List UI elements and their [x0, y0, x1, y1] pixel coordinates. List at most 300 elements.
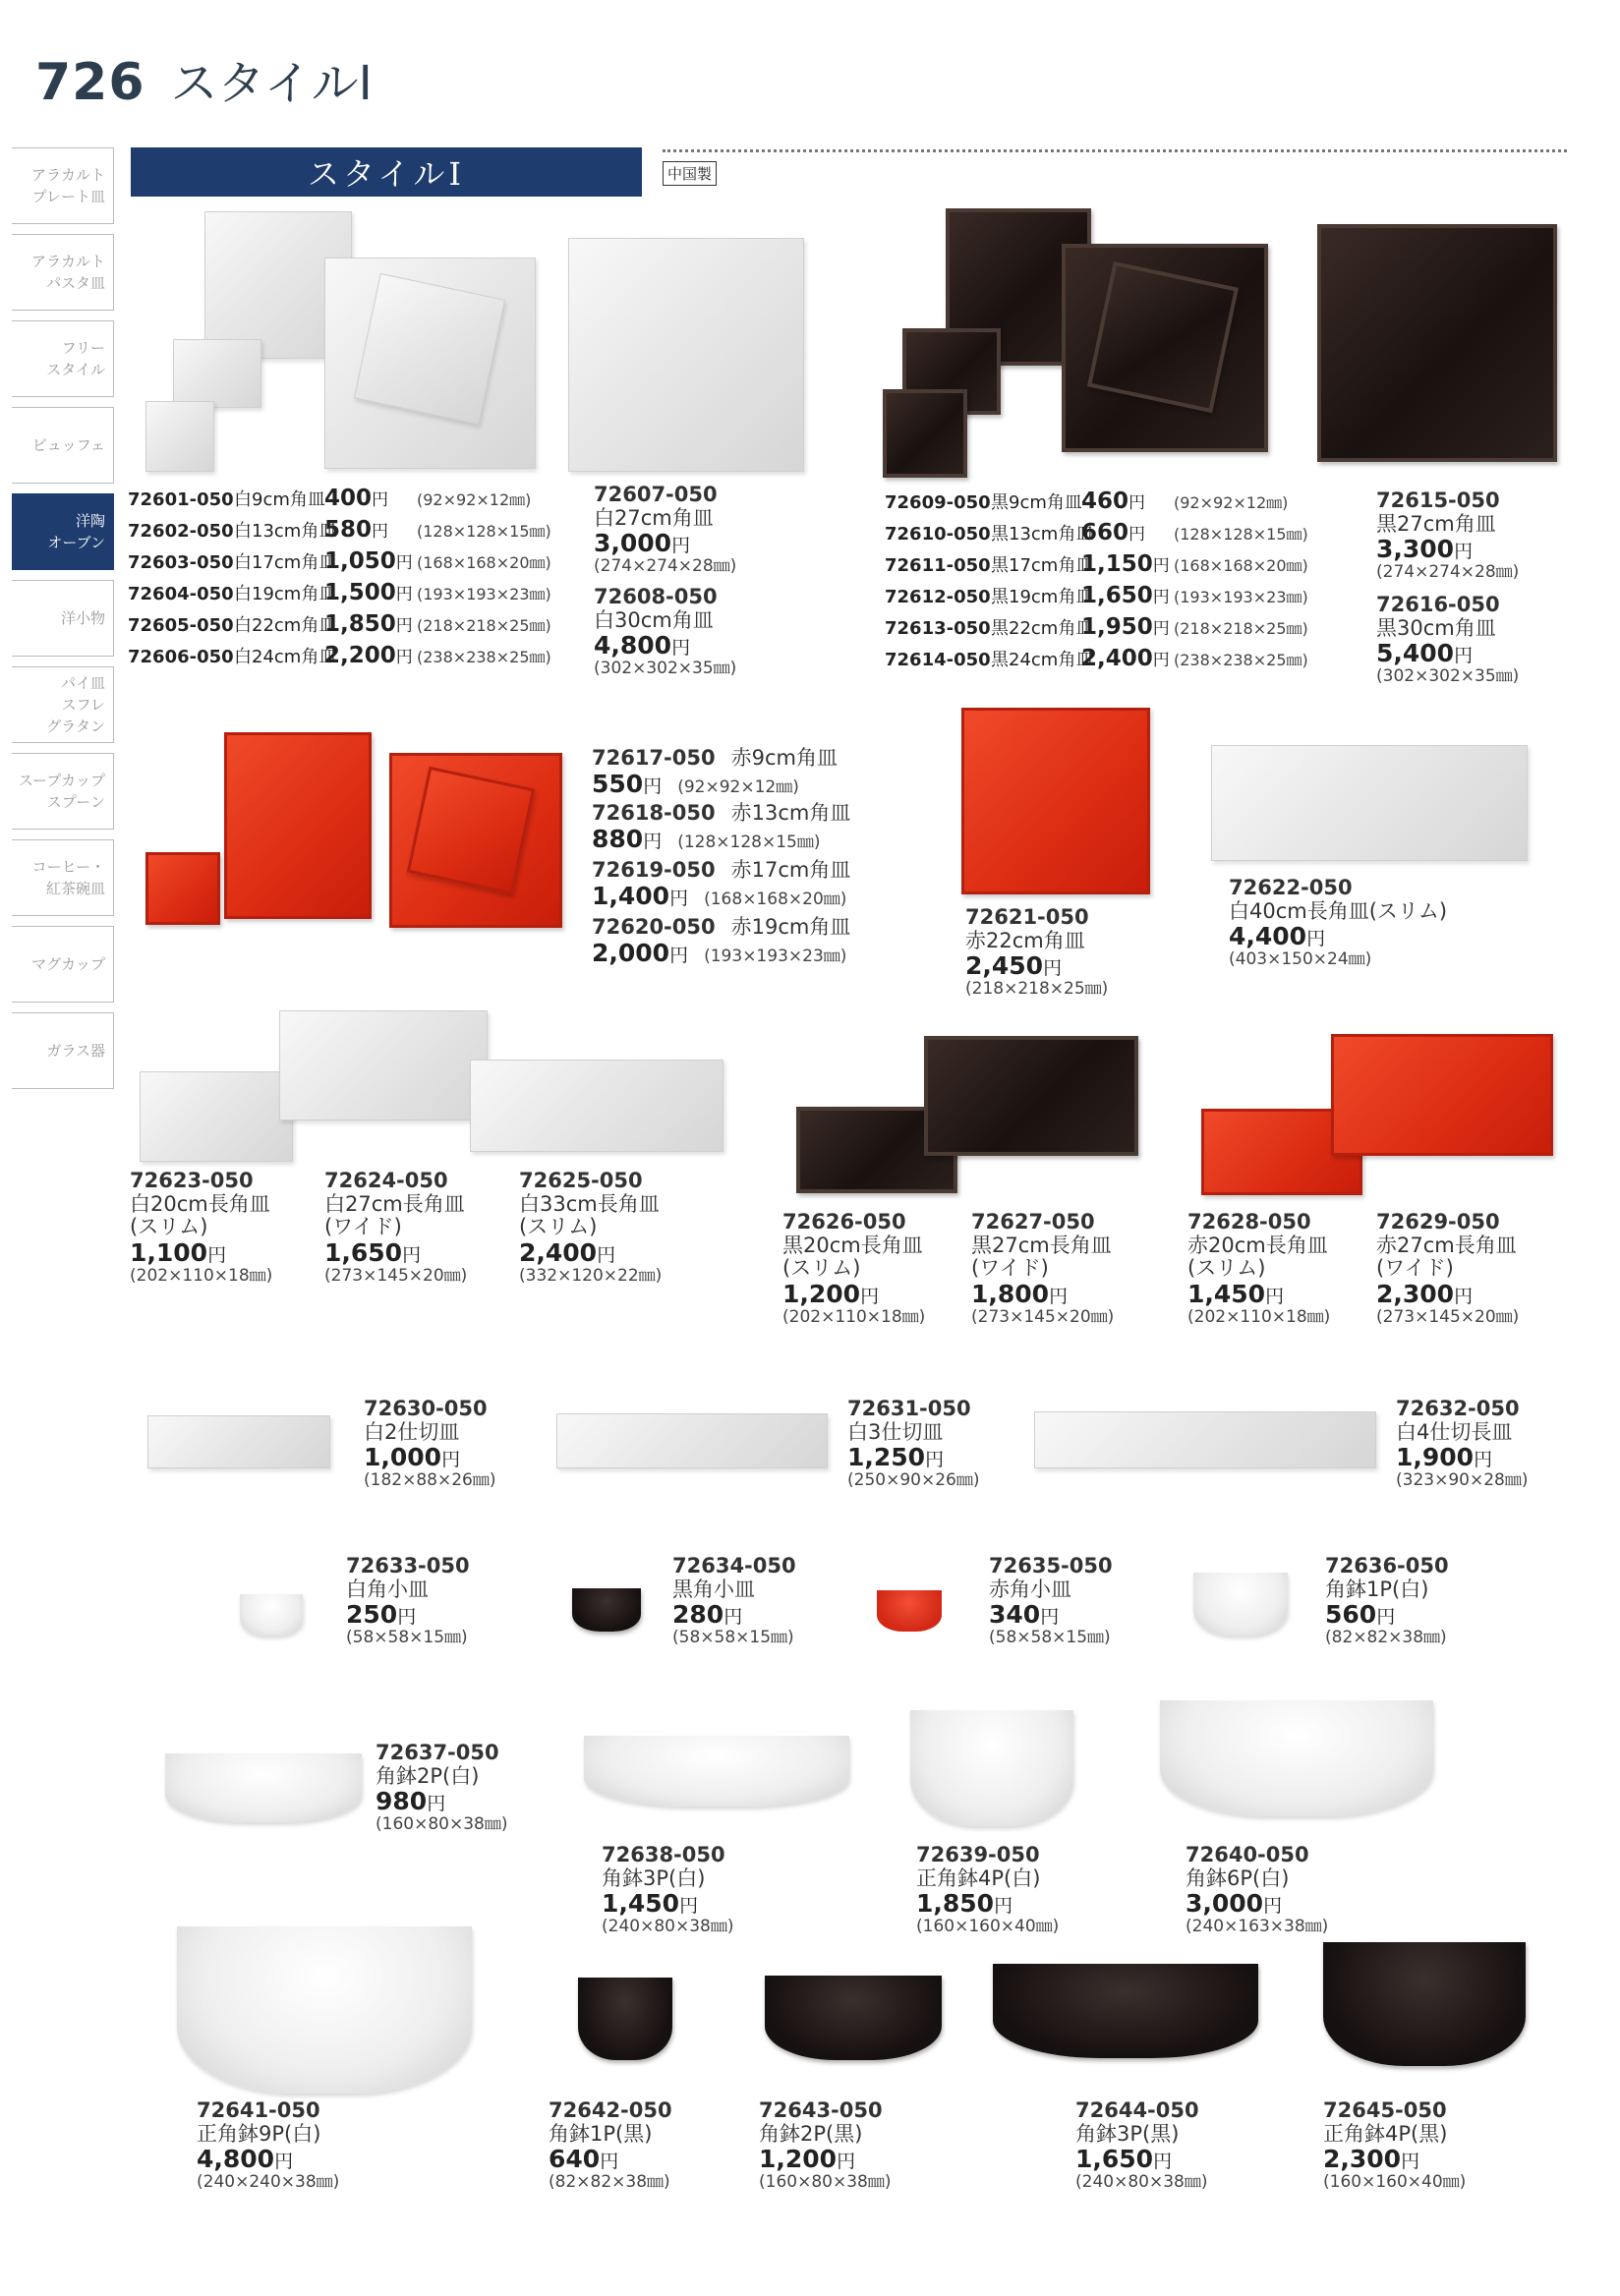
product-72641 [197, 2099, 339, 2192]
table-row [128, 609, 551, 641]
product-name: 正角鉢4P(白) [916, 1866, 1041, 1890]
yen-unit: 円 [1306, 928, 1326, 950]
sidebar-item[interactable]: フリー スタイル [12, 320, 114, 397]
product-code: 72615-050 [1376, 488, 1500, 512]
yen-unit: 円 [395, 553, 413, 573]
product-code: 72634-050 [672, 1554, 796, 1578]
product-size: (238×238×25㎜) [417, 648, 551, 666]
product-price [324, 1239, 467, 1267]
product-name: 白24cm角皿 [234, 647, 337, 667]
product-image-72642 [578, 1978, 672, 2060]
product-price [324, 609, 417, 641]
sidebar-item[interactable]: マグカップ [12, 926, 114, 1003]
product-name: 白30cm角皿 [594, 607, 714, 632]
product-price [1186, 1890, 1328, 1918]
product-price [672, 1601, 796, 1629]
price-value: 660 [1081, 520, 1129, 545]
product-image-black-square-plate [883, 389, 967, 478]
price-value: 550 [592, 769, 644, 798]
product-price [1081, 581, 1174, 612]
product-size: (92×92×12㎜) [1174, 493, 1289, 512]
product-code: 72638-050 [602, 1843, 725, 1866]
product-name: 赤22cm角皿 [965, 928, 1085, 952]
table-row [885, 518, 1308, 549]
yen-unit: 円 [994, 1895, 1013, 1918]
price-value: 2,000 [592, 938, 670, 967]
product-size: (302×302×35㎜) [1376, 666, 1520, 687]
product-image-72643 [765, 1976, 942, 2060]
yen-unit: 円 [1152, 556, 1170, 576]
price-value: 280 [672, 1600, 724, 1630]
yen-unit: 円 [207, 1243, 227, 1266]
product-72636 [1325, 1555, 1449, 1647]
product-code: 72616-050 [1376, 593, 1500, 616]
price-value: 1,400 [592, 881, 670, 910]
product-name: 白3仕切皿 [847, 1419, 944, 1444]
product-size: (238×238×25㎜) [1174, 651, 1308, 669]
product-price [1075, 2146, 1207, 2173]
product-72624 [324, 1170, 467, 1286]
product-size: (202×110×18㎜) [782, 1306, 926, 1327]
price-value: 1,450 [602, 1889, 680, 1919]
product-code: 72641-050 [197, 2098, 320, 2122]
product-image-72615 [1317, 224, 1557, 462]
page-number: 726 [35, 53, 145, 112]
product-72617 [592, 747, 838, 798]
product-name: 角鉢3P(白) [602, 1866, 706, 1890]
product-72607 [594, 484, 736, 576]
product-price [965, 952, 1108, 980]
product-name: 黒20cm長角皿 [782, 1233, 923, 1257]
product-image-white-square-plate-stack [354, 273, 505, 425]
product-image-72625 [470, 1060, 723, 1152]
product-image-72631 [556, 1413, 828, 1468]
product-size: (202×110×18㎜) [130, 1265, 273, 1286]
product-72635 [989, 1555, 1113, 1647]
sidebar-item[interactable]: ビュッフェ [12, 407, 114, 484]
product-code: 72607-050 [594, 483, 718, 506]
product-name: 白40cm長角皿(スリム) [1229, 898, 1448, 923]
product-price [916, 1890, 1059, 1918]
product-image-72633 [240, 1594, 303, 1636]
sidebar-item[interactable]: アラカルト パスタ皿 [12, 234, 114, 311]
product-code: 72644-050 [1075, 2098, 1199, 2122]
price-value: 560 [1325, 1600, 1377, 1630]
product-code: 72617-050 [592, 746, 716, 770]
product-72645 [1323, 2099, 1466, 2192]
price-value: 400 [324, 486, 373, 511]
product-price [324, 515, 417, 546]
product-name: 角鉢2P(黒) [759, 2121, 863, 2146]
category-sidebar [12, 147, 116, 1099]
product-name: 白角小皿 [346, 1577, 429, 1601]
product-code: 72603-050 [128, 552, 234, 573]
product-image-white-square-plate [145, 401, 214, 472]
product-name: 赤13cm角皿 [730, 801, 851, 825]
product-price [1081, 487, 1174, 518]
price-value: 250 [346, 1600, 398, 1630]
product-name: 正角鉢4P(黒) [1323, 2121, 1448, 2146]
yen-unit: 円 [1049, 1285, 1069, 1307]
product-image-72627 [924, 1036, 1138, 1156]
price-value: 4,400 [1229, 922, 1307, 951]
price-value: 1,650 [1081, 583, 1153, 608]
yen-unit: 円 [1152, 619, 1170, 639]
product-name: 角鉢3P(黒) [1075, 2121, 1180, 2146]
product-name: 赤19cm角皿 [730, 915, 851, 939]
product-price [1081, 612, 1174, 644]
yen-unit: 円 [395, 616, 413, 636]
product-code: 72614-050 [885, 650, 991, 670]
product-code: 72604-050 [128, 584, 234, 604]
product-name: 赤27cm長角皿 [1376, 1233, 1517, 1257]
price-value: 4,800 [594, 631, 672, 660]
price-value: 2,200 [324, 643, 396, 668]
product-size: (160×80×38㎜) [376, 1814, 508, 1835]
sidebar-item[interactable]: アラカルト プレート皿 [12, 147, 114, 224]
sidebar-item[interactable]: コーヒー・ 紅茶碗皿 [12, 839, 114, 916]
product-code: 72636-050 [1325, 1554, 1449, 1578]
yen-unit: 円 [395, 648, 413, 667]
product-size: (160×160×40㎜) [916, 1917, 1060, 1937]
product-code: 72601-050 [128, 489, 234, 510]
yen-unit: 円 [1454, 645, 1474, 667]
yen-unit: 円 [837, 2151, 856, 2173]
product-code: 72633-050 [346, 1554, 470, 1578]
product-size: (273×145×20㎜) [324, 1265, 468, 1286]
product-72625 [519, 1170, 662, 1286]
product-size: (332×120×22㎜) [519, 1265, 663, 1286]
product-image-72623 [140, 1071, 293, 1162]
product-image-72635 [877, 1590, 942, 1632]
yen-unit: 円 [1153, 2151, 1173, 2173]
product-image-72630 [147, 1415, 330, 1468]
product-size: (218×218×25㎜) [965, 979, 1109, 1000]
product-size: (403×150×24㎜) [1229, 949, 1372, 970]
product-price [592, 939, 688, 967]
price-value: 3,000 [1186, 1889, 1264, 1919]
yen-unit: 円 [1454, 1285, 1474, 1307]
product-code: 72618-050 [592, 801, 716, 825]
product-size: (128×128×15㎜) [677, 832, 821, 852]
price-value: 2,400 [1081, 646, 1153, 671]
product-code: 72612-050 [885, 587, 991, 607]
product-72630 [364, 1398, 495, 1490]
product-price [324, 546, 417, 578]
product-size: (193×193×23㎜) [417, 585, 551, 603]
product-72643 [759, 2099, 891, 2192]
product-code: 72635-050 [989, 1554, 1113, 1578]
product-72634 [672, 1555, 796, 1647]
section-banner: スタイルⅠ [131, 147, 642, 197]
product-price [1081, 518, 1174, 549]
page-header [35, 45, 373, 113]
product-price [1323, 2146, 1466, 2173]
sidebar-item[interactable]: スープカップ スプーン [12, 753, 114, 830]
product-variant: (ワイド) [971, 1256, 1049, 1281]
product-name: 赤17cm角皿 [730, 858, 851, 882]
product-price [1081, 549, 1174, 581]
product-name: 白33cm長角皿 [519, 1191, 660, 1216]
yen-unit: 円 [669, 887, 689, 909]
product-name: 黒27cm長角皿 [971, 1233, 1112, 1257]
product-72608 [594, 586, 736, 678]
product-size: (250×90×26㎜) [847, 1470, 980, 1491]
product-72618 [592, 802, 850, 853]
product-price [1229, 923, 1447, 950]
product-size: (274×274×28㎜) [1376, 562, 1520, 583]
product-size: (160×80×38㎜) [759, 2172, 892, 2193]
product-image-white-square-plate [173, 339, 261, 408]
product-price [549, 2146, 672, 2173]
product-variant: (ワイド) [1376, 1256, 1454, 1281]
product-code: 72630-050 [364, 1397, 488, 1420]
product-size: (92×92×12㎜) [677, 776, 799, 797]
product-name: 白2仕切皿 [364, 1419, 460, 1444]
product-price [197, 2146, 339, 2173]
product-name: 角鉢6P(白) [1186, 1866, 1290, 1890]
product-name: 白13cm角皿 [234, 521, 337, 542]
yen-unit: 円 [274, 2151, 294, 2173]
product-image-72645 [1323, 1942, 1526, 2066]
price-value: 2,300 [1376, 1279, 1455, 1308]
table-row [885, 644, 1308, 675]
yen-unit: 円 [669, 944, 689, 966]
product-price [971, 1281, 1114, 1308]
yen-unit: 円 [1040, 1606, 1060, 1629]
product-72628 [1187, 1211, 1330, 1327]
product-image-72638 [584, 1736, 849, 1807]
yen-unit: 円 [1128, 493, 1146, 513]
product-name: 白27cm長角皿 [324, 1191, 465, 1216]
product-code: 72626-050 [782, 1210, 906, 1234]
product-price [1376, 1281, 1519, 1308]
yen-unit: 円 [925, 1449, 945, 1471]
product-variant: (スリム) [1187, 1256, 1266, 1281]
product-image-72636 [1193, 1573, 1288, 1636]
product-image-72632 [1034, 1411, 1376, 1468]
product-price [847, 1444, 979, 1471]
product-code: 72602-050 [128, 521, 234, 542]
price-value: 1,250 [847, 1443, 926, 1472]
price-value: 880 [592, 824, 644, 853]
yen-unit: 円 [723, 1606, 743, 1629]
yen-unit: 円 [372, 522, 389, 542]
yen-unit: 円 [643, 775, 663, 797]
product-size: (202×110×18㎜) [1187, 1306, 1331, 1327]
yen-unit: 円 [671, 637, 691, 660]
dotted-divider [663, 149, 1567, 152]
price-value: 1,650 [1075, 2145, 1154, 2174]
yen-unit: 円 [1401, 2151, 1420, 2173]
product-price [519, 1239, 662, 1267]
price-value: 4,800 [197, 2145, 275, 2174]
product-code: 72605-050 [128, 615, 234, 636]
origin-badge: 中国製 [663, 161, 717, 186]
product-price [1081, 644, 1174, 675]
price-value: 340 [989, 1600, 1041, 1630]
product-name: 正角鉢9P(白) [197, 2121, 321, 2146]
yen-unit: 円 [1454, 541, 1474, 563]
product-code: 72608-050 [594, 585, 718, 608]
yen-unit: 円 [1152, 588, 1170, 607]
yen-unit: 円 [372, 490, 389, 510]
yen-unit: 円 [397, 1606, 417, 1629]
white-square-plate-table [128, 484, 551, 672]
table-row [128, 546, 551, 578]
product-size: (58×58×15㎜) [672, 1628, 794, 1648]
product-72626 [782, 1211, 925, 1327]
yen-unit: 円 [860, 1285, 880, 1307]
product-variant: (スリム) [519, 1215, 598, 1239]
product-name: 黒9cm角皿 [991, 492, 1082, 513]
table-row [128, 578, 551, 609]
product-name: 黒30cm角皿 [1376, 615, 1496, 640]
product-code: 72629-050 [1376, 1210, 1500, 1234]
product-price [324, 578, 417, 609]
product-code: 72610-050 [885, 524, 991, 545]
product-size: (160×160×40㎜) [1323, 2172, 1467, 2193]
product-name: 黒24cm角皿 [991, 650, 1094, 670]
product-size: (92×92×12㎜) [417, 490, 532, 509]
price-value: 1,450 [1187, 1279, 1266, 1308]
product-image-72624 [279, 1010, 488, 1120]
product-size: (128×128×15㎜) [417, 522, 551, 541]
product-name: 黒13cm角皿 [991, 524, 1094, 545]
product-72616 [1376, 594, 1519, 686]
table-row [128, 641, 551, 672]
product-image-72639 [910, 1710, 1073, 1826]
price-value: 1,800 [971, 1279, 1050, 1308]
product-code: 72639-050 [916, 1843, 1040, 1866]
price-value: 2,450 [965, 951, 1044, 981]
product-72619 [592, 859, 850, 910]
product-image-72640 [1160, 1700, 1433, 1816]
price-value: 1,050 [324, 548, 396, 574]
product-image-red-square-plate [145, 852, 220, 925]
table-row [885, 612, 1308, 644]
product-code: 72623-050 [130, 1169, 254, 1192]
table-row [885, 487, 1308, 518]
price-value: 3,000 [594, 529, 672, 558]
product-variant: (スリム) [130, 1215, 208, 1239]
product-size: (193×193×23㎜) [704, 946, 847, 966]
product-price [1376, 640, 1519, 667]
yen-unit: 円 [671, 535, 691, 557]
product-size: (218×218×25㎜) [417, 616, 551, 635]
product-code: 72627-050 [971, 1210, 1095, 1234]
yen-unit: 円 [679, 1895, 699, 1918]
price-value: 2,400 [519, 1237, 598, 1267]
product-name: 黒19cm角皿 [991, 587, 1094, 607]
price-value: 1,150 [1081, 551, 1153, 577]
product-price [1325, 1601, 1449, 1629]
product-size: (182×88×26㎜) [364, 1470, 496, 1491]
product-image-72621 [961, 708, 1150, 894]
price-value: 1,500 [324, 580, 396, 605]
product-name: 白4仕切長皿 [1396, 1419, 1513, 1444]
product-code: 72609-050 [885, 492, 991, 513]
product-name: 角鉢2P(白) [376, 1763, 480, 1788]
product-size: (128×128×15㎜) [1174, 525, 1308, 544]
product-image-black-square-plate-stack [1087, 261, 1239, 413]
product-72644 [1075, 2099, 1207, 2192]
product-size: (240×163×38㎜) [1186, 1917, 1329, 1937]
product-name: 黒角小皿 [672, 1577, 755, 1601]
product-name: 白17cm角皿 [234, 552, 337, 573]
product-name: 白9cm角皿 [234, 489, 325, 510]
sidebar-item[interactable]: 洋陶 オーブン [12, 493, 114, 570]
product-size: (302×302×35㎜) [594, 659, 737, 679]
sidebar-item[interactable]: ガラス器 [12, 1012, 114, 1089]
sidebar-item[interactable]: パイ皿 スフレ グラタン [12, 666, 114, 743]
product-72615 [1376, 489, 1519, 582]
yen-unit: 円 [395, 585, 413, 604]
product-image-red-square-plate-stack [407, 767, 535, 894]
product-name: 白27cm角皿 [594, 505, 714, 530]
price-value: 1,850 [324, 611, 396, 637]
product-image-72634 [572, 1588, 641, 1632]
price-value: 1,200 [782, 1279, 861, 1308]
price-value: 3,300 [1376, 535, 1455, 564]
price-value: 1,850 [916, 1889, 995, 1919]
product-size: (193×193×23㎜) [1174, 588, 1308, 606]
yen-unit: 円 [643, 830, 663, 852]
product-image-72622 [1211, 745, 1528, 861]
product-72632 [1396, 1398, 1528, 1490]
product-size: (240×80×38㎜) [602, 1917, 734, 1937]
product-72633 [346, 1555, 470, 1647]
product-price [602, 1890, 733, 1918]
yen-unit: 円 [1128, 525, 1146, 545]
product-price [1187, 1281, 1330, 1308]
product-72640 [1186, 1844, 1328, 1936]
product-price [1396, 1444, 1528, 1471]
product-72621 [965, 906, 1108, 999]
black-square-plate-table [885, 487, 1308, 675]
product-price [989, 1601, 1113, 1629]
sidebar-item[interactable]: 洋小物 [12, 580, 114, 657]
product-72637 [376, 1742, 507, 1834]
product-image-72629 [1331, 1034, 1553, 1156]
product-price [592, 882, 688, 910]
price-value: 640 [549, 2145, 601, 2174]
product-name: 白22cm角皿 [234, 615, 337, 636]
price-value: 2,300 [1323, 2145, 1402, 2174]
product-image-72644 [993, 1964, 1258, 2058]
product-size: (168×168×20㎜) [704, 889, 847, 909]
product-name: 赤9cm角皿 [730, 746, 839, 770]
product-price [130, 1239, 272, 1267]
product-size: (58×58×15㎜) [346, 1628, 468, 1648]
product-price [594, 530, 736, 557]
product-variant: (スリム) [782, 1256, 861, 1281]
product-code: 72632-050 [1396, 1397, 1520, 1420]
product-name: 白19cm角皿 [234, 584, 337, 604]
product-code: 72611-050 [885, 555, 991, 576]
product-price [782, 1281, 925, 1308]
product-size: (273×145×20㎜) [1376, 1306, 1520, 1327]
product-72620 [592, 916, 850, 967]
product-code: 72645-050 [1323, 2098, 1447, 2122]
product-code: 72613-050 [885, 618, 991, 639]
product-size: (82×82×38㎜) [549, 2172, 670, 2193]
product-price [376, 1788, 507, 1815]
yen-unit: 円 [600, 2151, 619, 2173]
price-value: 1,000 [364, 1443, 442, 1472]
price-value: 1,200 [759, 2145, 838, 2174]
product-name: 黒27cm角皿 [1376, 511, 1496, 536]
